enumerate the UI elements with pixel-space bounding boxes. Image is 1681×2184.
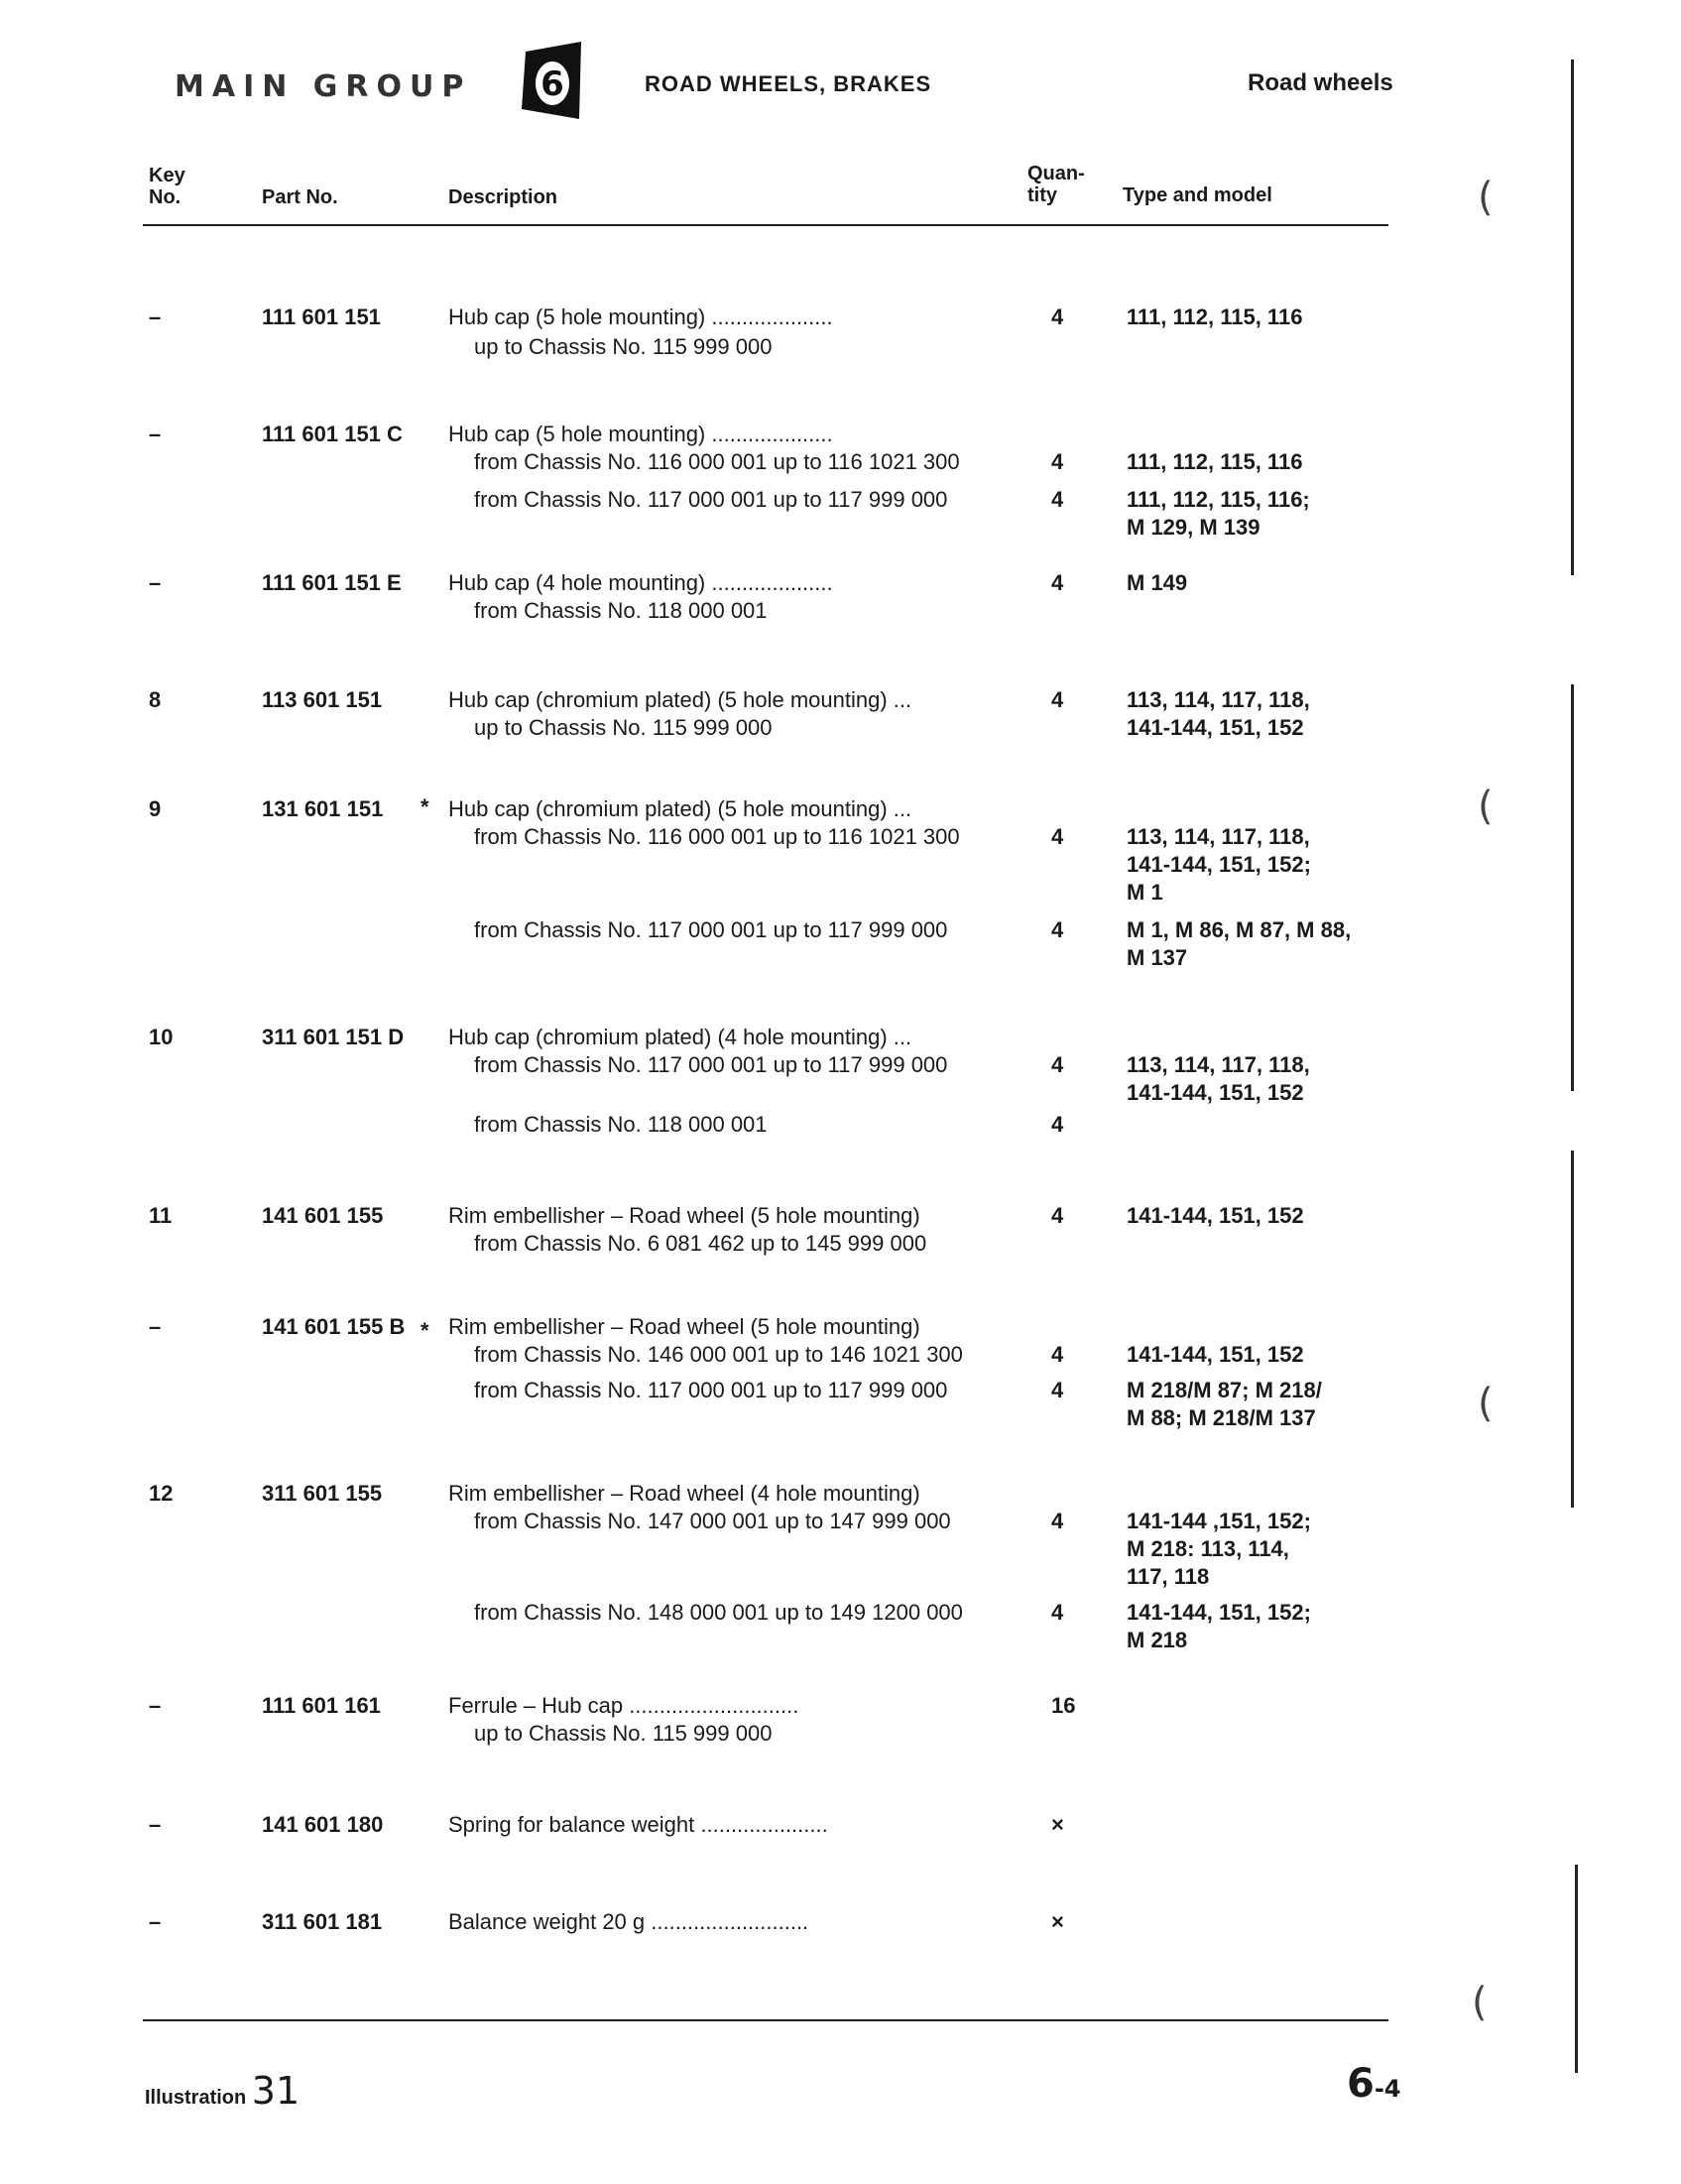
star-marker: *: [420, 1318, 429, 1343]
part-number-cell: 141 601 155: [262, 1203, 384, 1228]
type-model-cell: 141-144, 151, 152: [1127, 1080, 1304, 1105]
description-cell: up to Chassis No. 115 999 000: [474, 334, 773, 359]
description-cell: from Chassis No. 117 000 001 up to 117 999 000: [474, 917, 948, 942]
part-number-cell: 111 601 151 C: [262, 422, 403, 446]
description-cell: from Chassis No. 147 000 001 up to 147 999 000: [474, 1509, 951, 1533]
column-key: [149, 165, 185, 208]
binder-hole-mark: (: [1472, 1980, 1488, 2025]
quantity-cell: 4: [1051, 687, 1064, 712]
quantity-cell: 4: [1051, 487, 1064, 512]
binder-hole-mark: (: [1478, 784, 1494, 829]
description-cell: Hub cap (4 hole mounting) ....................: [448, 570, 833, 595]
illustration-label: Illustration: [145, 2087, 247, 2109]
type-model-cell: M 218/M 87; M 218/: [1127, 1378, 1322, 1402]
quantity-cell: 4: [1051, 1509, 1064, 1533]
description-cell: from Chassis No. 117 000 001 up to 117 999 000: [474, 487, 948, 512]
description-cell: from Chassis No. 116 000 001 up to 116 1021 300: [474, 449, 960, 474]
illustration-number: 31: [251, 2069, 300, 2113]
key-cell: –: [149, 1693, 162, 1718]
quantity-cell: 4: [1051, 1600, 1064, 1625]
part-number-cell: 311 601 151 D: [262, 1025, 405, 1049]
key-cell: 12: [149, 1481, 174, 1506]
part-number-cell: 311 601 155: [262, 1481, 383, 1506]
column-quantity-line1: Quan-: [1027, 163, 1085, 184]
part-number-cell: 141 601 155 B: [262, 1314, 406, 1339]
description-cell: from Chassis No. 6 081 462 up to 145 999 000: [474, 1231, 927, 1256]
page-title: ROAD WHEELS, BRAKES: [645, 71, 932, 96]
description-cell: up to Chassis No. 115 999 000: [474, 1721, 773, 1746]
description-cell: Rim embellisher – Road wheel (5 hole mounting): [448, 1203, 920, 1228]
type-model-cell: M 1: [1127, 880, 1163, 905]
quantity-cell: 4: [1051, 1342, 1064, 1367]
description-cell: from Chassis No. 117 000 001 up to 117 999 000: [474, 1378, 948, 1402]
type-model-cell: 113, 114, 117, 118,: [1127, 1052, 1310, 1077]
type-model-cell: 141-144, 151, 152: [1127, 1203, 1304, 1228]
part-number-cell: 131 601 151: [262, 796, 384, 821]
part-number-cell: 111 601 161: [262, 1693, 381, 1718]
quantity-cell: 4: [1051, 1052, 1064, 1077]
group-number-text: 6: [540, 64, 564, 104]
description-cell: Hub cap (5 hole mounting) ....................: [448, 304, 833, 329]
type-model-cell: 111, 112, 115, 116: [1127, 304, 1303, 329]
key-cell: 11: [149, 1203, 173, 1228]
quantity-cell: 4: [1051, 1378, 1064, 1402]
description-cell: Hub cap (chromium plated) (4 hole mounting) ...: [448, 1025, 912, 1049]
type-model-cell: M 218: [1127, 1628, 1188, 1652]
description-cell: Hub cap (5 hole mounting) ....................: [448, 422, 833, 446]
star-marker: *: [420, 794, 429, 819]
description-cell: Rim embellisher – Road wheel (4 hole mounting): [448, 1481, 920, 1506]
column-part: Part No.: [262, 186, 338, 208]
type-model-cell: 113, 114, 117, 118,: [1127, 824, 1310, 849]
description-cell: Ferrule – Hub cap ............................: [448, 1693, 799, 1718]
description-cell: from Chassis No. 118 000 001: [474, 1112, 768, 1137]
binder-edge-line: [1571, 60, 1574, 575]
key-cell: –: [149, 1909, 162, 1934]
type-model-cell: 117, 118: [1127, 1564, 1210, 1589]
column-key-line2: No.: [149, 186, 181, 208]
type-model-cell: M 1, M 86, M 87, M 88,: [1127, 917, 1352, 942]
type-model-cell: 113, 114, 117, 118,: [1127, 687, 1310, 712]
type-model-cell: M 129, M 139: [1127, 515, 1261, 540]
binder-hole-mark: (: [1478, 175, 1494, 220]
key-cell: 8: [149, 687, 162, 712]
page-number-main: 6: [1347, 2061, 1375, 2107]
binder-edge-line: [1575, 1865, 1578, 2073]
type-model-cell: 141-144, 151, 152: [1127, 715, 1304, 740]
description-cell: up to Chassis No. 115 999 000: [474, 715, 773, 740]
description-cell: from Chassis No. 146 000 001 up to 146 1021 300: [474, 1342, 963, 1367]
key-cell: 9: [149, 796, 162, 821]
description-cell: Hub cap (chromium plated) (5 hole mounting) ...: [448, 687, 912, 712]
column-key-line1: Key: [149, 165, 185, 186]
key-cell: –: [149, 1314, 162, 1339]
description-cell: Spring for balance weight .....................: [448, 1812, 828, 1837]
quantity-cell: 4: [1051, 1112, 1064, 1137]
type-model-cell: M 149: [1127, 570, 1188, 595]
description-cell: from Chassis No. 148 000 001 up to 149 1200 000: [474, 1600, 963, 1625]
section-title: Road wheels: [1248, 69, 1393, 96]
column-type: Type and model: [1123, 184, 1272, 206]
binder-hole-mark: (: [1478, 1381, 1494, 1426]
description-cell: from Chassis No. 118 000 001: [474, 598, 768, 623]
page-number: [1347, 2061, 1401, 2107]
key-cell: –: [149, 304, 162, 329]
quantity-cell: 4: [1051, 1203, 1064, 1228]
part-number-cell: 311 601 181: [262, 1909, 383, 1934]
part-number-cell: 111 601 151: [262, 304, 381, 329]
quantity-cell: 4: [1051, 570, 1064, 595]
footer-rule: [143, 2019, 1388, 2021]
quantity-cell: 4: [1051, 824, 1064, 849]
key-cell: 10: [149, 1025, 174, 1049]
type-model-cell: 141-144, 151, 152;: [1127, 1600, 1311, 1625]
type-model-cell: M 88; M 218/M 137: [1127, 1405, 1316, 1430]
type-model-cell: 111, 112, 115, 116;: [1127, 487, 1310, 512]
type-model-cell: M 137: [1127, 945, 1188, 970]
description-cell: from Chassis No. 117 000 001 up to 117 999 000: [474, 1052, 948, 1077]
type-model-cell: M 218: 113, 114,: [1127, 1536, 1289, 1561]
type-model-cell: 141-144 ,151, 152;: [1127, 1509, 1311, 1533]
quantity-cell: 16: [1051, 1693, 1076, 1718]
type-model-cell: 111, 112, 115, 116: [1127, 449, 1303, 474]
quantity-cell: 4: [1051, 449, 1064, 474]
part-number-cell: 113 601 151: [262, 687, 383, 712]
quantity-cell: ×: [1051, 1812, 1064, 1837]
part-number-cell: 141 601 180: [262, 1812, 384, 1837]
key-cell: –: [149, 422, 162, 446]
column-quantity-line2: tity: [1027, 184, 1057, 206]
key-cell: –: [149, 570, 162, 595]
column-description: Description: [448, 186, 558, 208]
binder-edge-line: [1571, 1151, 1574, 1508]
main-group-label: MAIN GROUP: [175, 69, 472, 104]
part-number-cell: 111 601 151 E: [262, 570, 402, 595]
group-number-badge: [516, 38, 587, 127]
illustration-reference: [145, 2069, 300, 2113]
column-quantity: [1027, 163, 1085, 206]
binder-edge-line: [1571, 684, 1574, 1091]
quantity-cell: ×: [1051, 1909, 1064, 1934]
description-cell: Hub cap (chromium plated) (5 hole mounting) ...: [448, 796, 912, 821]
quantity-cell: 4: [1051, 304, 1064, 329]
description-cell: Balance weight 20 g ..........................: [448, 1909, 809, 1934]
header-rule: [143, 224, 1388, 226]
key-cell: –: [149, 1812, 162, 1837]
description-cell: from Chassis No. 116 000 001 up to 116 1021 300: [474, 824, 960, 849]
page-number-sub: -4: [1374, 2075, 1401, 2103]
type-model-cell: 141-144, 151, 152: [1127, 1342, 1304, 1367]
type-model-cell: 141-144, 151, 152;: [1127, 852, 1311, 877]
quantity-cell: 4: [1051, 917, 1064, 942]
description-cell: Rim embellisher – Road wheel (5 hole mounting): [448, 1314, 920, 1339]
